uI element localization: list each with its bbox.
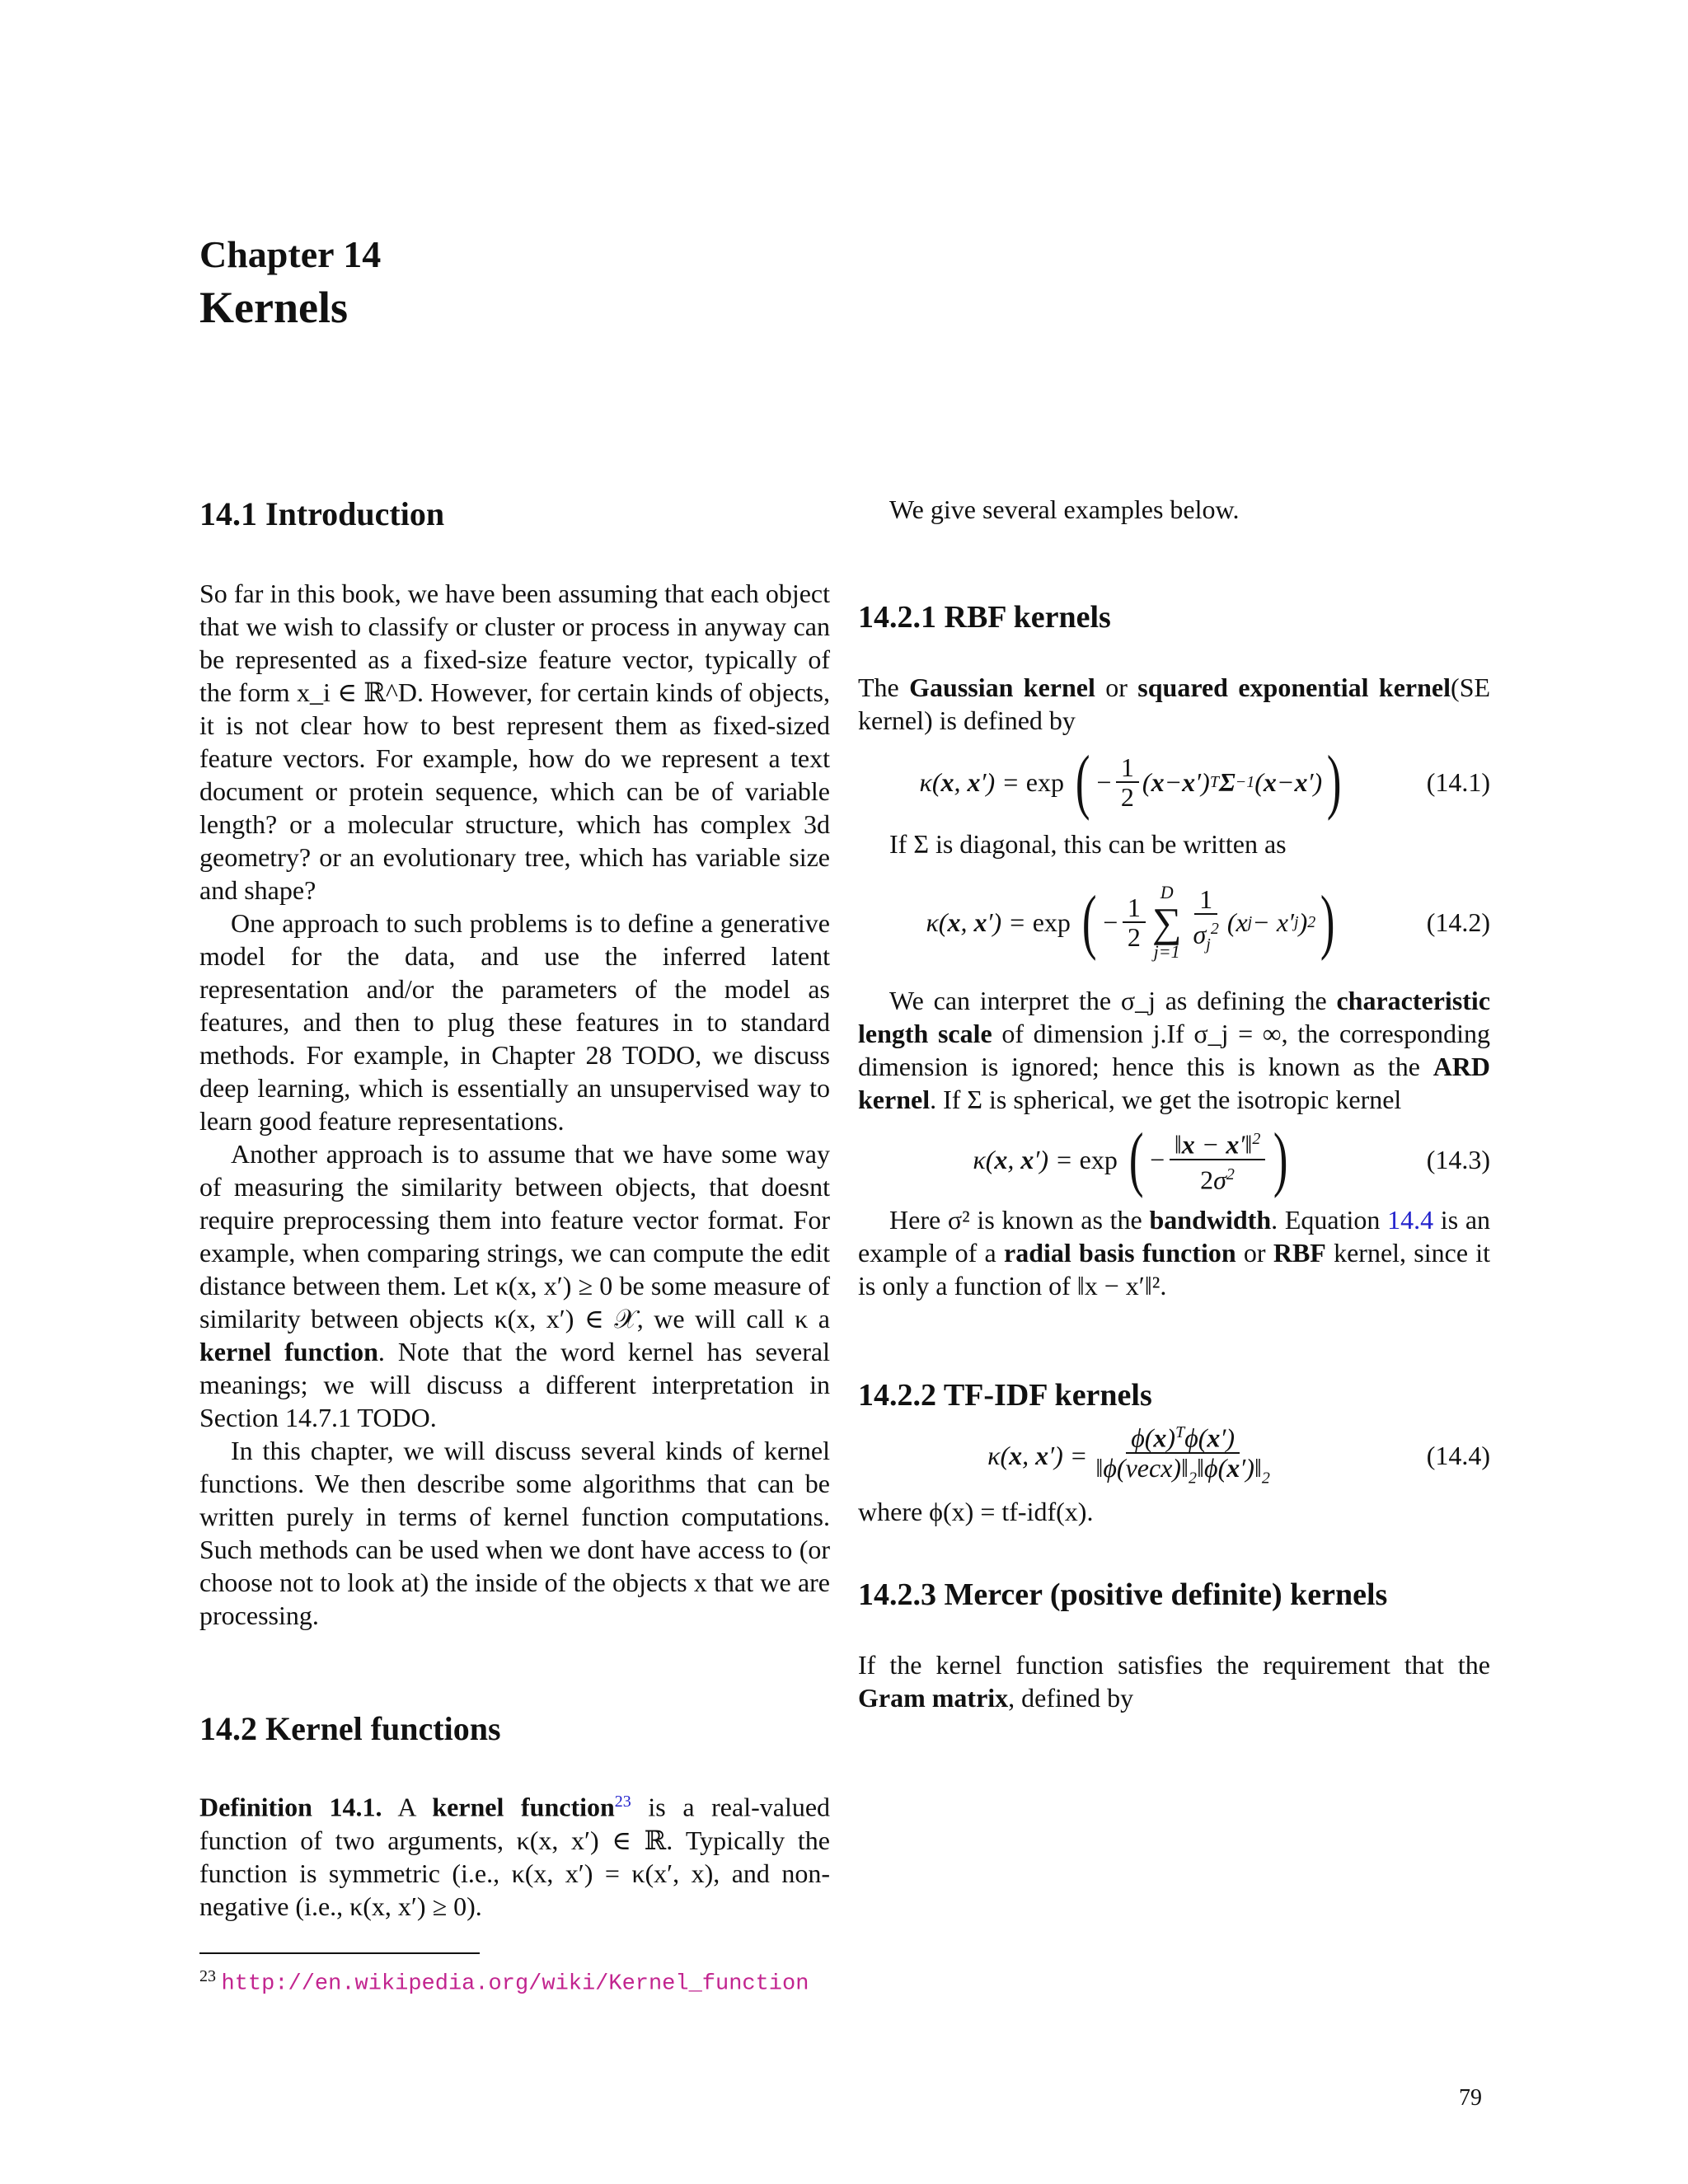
bandwidth-paragraph: Here σ² is known as the bandwidth. Equation 14.4 is an example of a radial basis function or RBF kernel, since it is only a function of ‖x − x′‖².	[858, 1205, 1491, 1301]
equation-14-3: κ( x , x ′) = exp ( − $\frac{‖x - x'‖^2}{2\sigma^2}$ ) (14.3)	[973, 1119, 1490, 1199]
subsection-heading-rbf: 14.2.1 RBF kernels	[858, 600, 1111, 635]
footnote-url-link[interactable]: http://en.wikipedia.org/wiki/Kernel_function	[221, 1971, 809, 1997]
definition-14-1: Definition 14.1. A kernel function$^{23}$ is a real-valued function of two arguments, κ(x, x′) ∈ ℝ. Typically the function is symmetric (i.e., κ(x, x′) = κ(x′, x), and non-negative (i.e., κ(x, x′) ≥ 0).	[199, 1792, 831, 1921]
chapter-number: Chapter 14	[199, 233, 382, 275]
right-column	[858, 493, 1490, 1714]
tfidf-where: where ϕ(x) = tf-idf(x).	[858, 1497, 1094, 1526]
mercer-paragraph: If the kernel function satisfies the requirement that the Gram matrix, defined by	[858, 1650, 1490, 1713]
chapter-title: Kernels	[199, 282, 348, 332]
footnote-ref-23[interactable]: 23	[614, 1793, 631, 1811]
intro-paragraph-4: In this chapter, we will discuss several kinds of kernel functions. We then describe some algorithms that can be written purely in terms of kernel function computations. Such methods can be used when we dont have access to (or choose not to look at) the inside of the objects x that we are processing.	[199, 1436, 830, 1630]
subsection-heading-tfidf: 14.2.2 TF-IDF kernels	[858, 1378, 1152, 1413]
diag-text: If Σ is diagonal, this can be written as	[889, 829, 1287, 859]
left-column	[199, 493, 830, 1998]
term-kernel-function: kernel function	[199, 1337, 378, 1366]
equation-14-1: κ( x , x ′) = exp ( − $\frac{1}{2}$ ( x − x ′) T Σ −1 ( x − x ′) ) (14.1)	[919, 742, 1490, 822]
equation-link-14-4[interactable]: 14.4	[1387, 1205, 1434, 1235]
footnote-23: $^{23}$ http://en.wikipedia.org/wiki/Kernel_function	[199, 1966, 809, 1997]
term-kernel-function-def: kernel function	[432, 1792, 615, 1822]
page-number: 79	[1459, 2085, 1482, 2111]
intro-paragraph-2: One approach to such problems is to define a generative model for the data, and use the inferred latent representation and/or the parameters of the model as features, and then to plug these features in to standard methods. For example, in Chapter 28 TODO, we discuss deep learning, which is essentially an unsupervised way to learn good feature representations.	[199, 908, 830, 1136]
subsection-heading-mercer: 14.2.3 Mercer (positive definite) kernels	[858, 1577, 1388, 1612]
characteristic-length-paragraph: We can interpret the σ_j as defining the characteristic length scale of dimension j.If σ_j = ∞, the corresponding dimension is ignored; hence this is known as the ARD kernel. If Σ is spherical, we get the isotropic kernel	[858, 986, 1491, 1114]
section-heading-introduction: 14.1 Introduction	[199, 495, 445, 532]
rbf-paragraph: The Gaussian kernel or squared exponential kernel(SE kernel) is defined by	[858, 673, 1491, 735]
intro-paragraph-1: So far in this book, we have been assuming that each object that we wish to classify or cluster or process in anyway can be represented as a fixed-size feature vector, typically of the form x_i ∈ ℝ^D. However, for certain kinds of objects, it is not clear how to best represent them as fixed-sized feature vectors. For example, how do we represent a text document or protein sequence, which can be of variable length? or a molecular structure, which has complex 3d geometry? or an evolutionary tree, which has variable size and shape?	[199, 579, 830, 905]
equation-14-2: κ( x , x ′) = exp ( − $\frac{1}{2}$ D ∑ j=1 $\frac{1}{\sigma_j^2}$ (x j − x′ j ) 2 ) (14.2)	[926, 882, 1490, 962]
examples-intro: We give several examples below.	[889, 494, 1240, 524]
equation-14-4: κ( x , x ′) = $\frac{\phi(x)^T\phi(x')}{‖\phi(vecx)‖_2‖\phi(x')‖_2}$ (14.4)	[858, 1416, 1490, 1495]
section-heading-kernel-functions: 14.2 Kernel functions	[199, 1710, 501, 1747]
intro-paragraph-3: Another approach is to assume that we have some way of measuring the similarity between objects, that doesnt require preprocessing them into feature vector format. For example, when comparing strings, we can compute the edit distance between them. Let κ(x, x′) ≥ 0 be some measure of similarity between objects κ(x, x′) ∈ 𝒳, we will call κ a kernel function. Note that the word kernel has several meanings; we will discuss a different interpretation in Section 14.7.1 TODO.	[199, 1139, 831, 1432]
footnote-rule	[199, 1952, 480, 1954]
chapter-header	[199, 231, 381, 335]
